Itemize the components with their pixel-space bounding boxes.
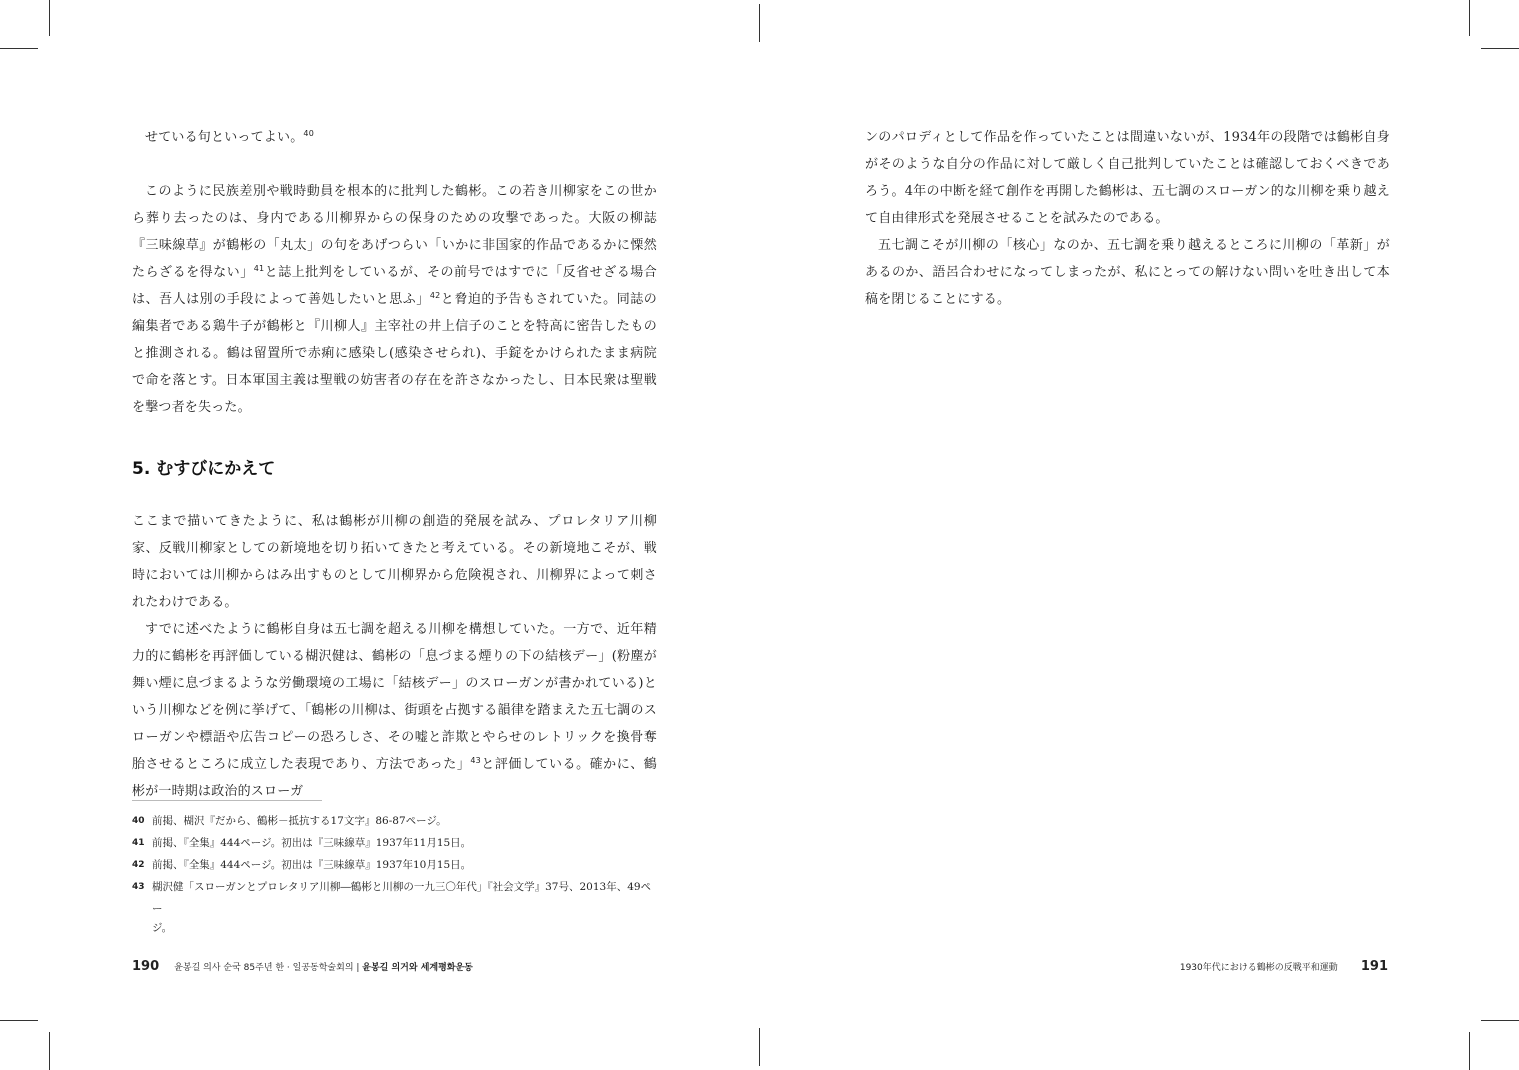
right-page <box>760 0 1519 1070</box>
footnote-item <box>132 854 657 876</box>
footnote-ref[interactable]: 41 <box>253 264 265 273</box>
footnote-text: 前掲、楜沢『だから、鶴彬－抵抗する17文字』86-87ページ。 <box>152 815 447 827</box>
footnotes <box>132 810 657 936</box>
page-number: 190 <box>132 959 160 974</box>
footnote-number: 43 <box>132 882 145 892</box>
footnote-ref[interactable]: 43 <box>470 756 481 765</box>
footnote-divider <box>132 800 322 801</box>
footnote-item <box>132 876 657 936</box>
body-paragraph-final: 五七調こそが川柳の「核心」なのか、五七調を乗り越えるところに川柳の「革新」があるのか、語呂合わせになってしまったが、私にとっての解けない問いを吐き出して本稿を閉じることにする。 <box>865 238 1390 307</box>
footnote-number: 41 <box>132 838 145 848</box>
running-head-title: 윤봉길 의거와 세계평화운동 <box>362 963 473 973</box>
footnote-item <box>132 810 657 832</box>
running-head: 1930年代における鶴彬の反戦平和運動 <box>1179 963 1338 973</box>
conclusion-block <box>132 508 657 805</box>
footnote-ref[interactable]: 40 <box>303 129 314 138</box>
right-body <box>865 124 1390 313</box>
footnote-text: 前掲、『全集』444ページ。初出は『三味線草』1937年10月15日。 <box>152 859 472 871</box>
left-page <box>0 0 759 1070</box>
footnote-number: 42 <box>132 860 145 870</box>
body-paragraph-3: すでに述べたように鶴彬自身は五七調を超える川柳を構想していた。一方で、近年精力的に鶴彬を再評価している楜沢健は、鶴彬の「息づまる煙りの下の結核デー」(粉塵が舞い煙に息づまるような労働環境の工場に「結核デー」のスローガンが書かれている)という川柳などを例に挙げて、「鶴彬の川柳は、街頭を占拠する韻律を踏まえた五七調のスローガンや標語や広告コピーの恐ろしさ、その嘘と詐欺とやらせのレトリックを換骨奪胎させるところに成立した表現であり、方法であった」$^{43}$と評価している。確かに、鶴彬が一時期は政治的スローガ <box>132 622 657 799</box>
page-number: 191 <box>1360 959 1388 974</box>
footnote-text: 前掲、『全集』444ページ。初出は『三味線草』1937年11月15日。 <box>152 837 472 849</box>
body-paragraph-1: このように民族差別や戦時動員を根本的に批判した鶴彬。この若き川柳家をこの世から葬り去ったのは、身内である川柳界からの保身のための攻撃であった。大阪の柳誌『三味線草』が鶴彬の「丸太」の句をあげつらい「いかに非国家的作品であるかに慄然たらざるを得ない」$^{41}$と誌上批判をしているが、その前号ではすでに「反省せざる場合は、吾人は別の手段によって善処したいと思ふ」$^{42}$と脅迫的予告もされていた。同誌の編集者である鶏牛子が鶴彬と『川柳人』主宰社の井上信子のことを特高に密告したものと推測される。鶴は留置所で赤痢に感染し(感染させられ)、手錠をかけられたまま病院で命を落とす。日本軍国主義は聖戦の妨害者の存在を許さなかったし、日本民衆は聖戦を撃つ者を失った。 <box>132 184 657 415</box>
intro-line: せている句といってよい。$^{40}$ <box>145 129 314 145</box>
running-head: 윤봉길 의사 순국 85주년 한 · 일공동학술회의 | 윤봉길 의거와 세계평화운동 <box>174 963 473 973</box>
body-paragraph-2: ここまで描いてきたように、私は鶴彬が川柳の創造的発展を試み、プロレタリア川柳家、反戦川柳家としての新境地を切り拓いてきたと考えている。その新境地こそが、戦時においては川柳からはみ出すものとして川柳界から危険視され、川柳界によって刺されたわけである。 <box>132 514 657 610</box>
footnote-text: 楜沢健「スローガンとプロレタリア川柳―鶴彬と川柳の一九三〇年代」『社会文学』37号、2013年、49ペー <box>152 881 652 915</box>
section-heading: 5. むすびにかえて <box>132 459 276 479</box>
right-folio <box>1180 955 1388 975</box>
left-folio <box>132 955 473 975</box>
footnote-number: 40 <box>132 816 145 826</box>
body-paragraph-continued: ンのパロディとして作品を作っていたことは間違いないが、1934年の段階では鶴彬自身がそのような自分の作品に対して厳しく自己批判していたことは確認しておくべきであろう。4年の中断を経て創作を再開した鶴彬は、五七調のスローガン的な川柳を乗り越えて自由律形式を発展させることを試みたのである。 <box>865 130 1390 226</box>
intro-block <box>132 124 657 151</box>
footnote-text-continued: ジ。 <box>152 922 173 934</box>
footnote-item <box>132 832 657 854</box>
footnote-ref[interactable]: 42 <box>429 291 441 300</box>
